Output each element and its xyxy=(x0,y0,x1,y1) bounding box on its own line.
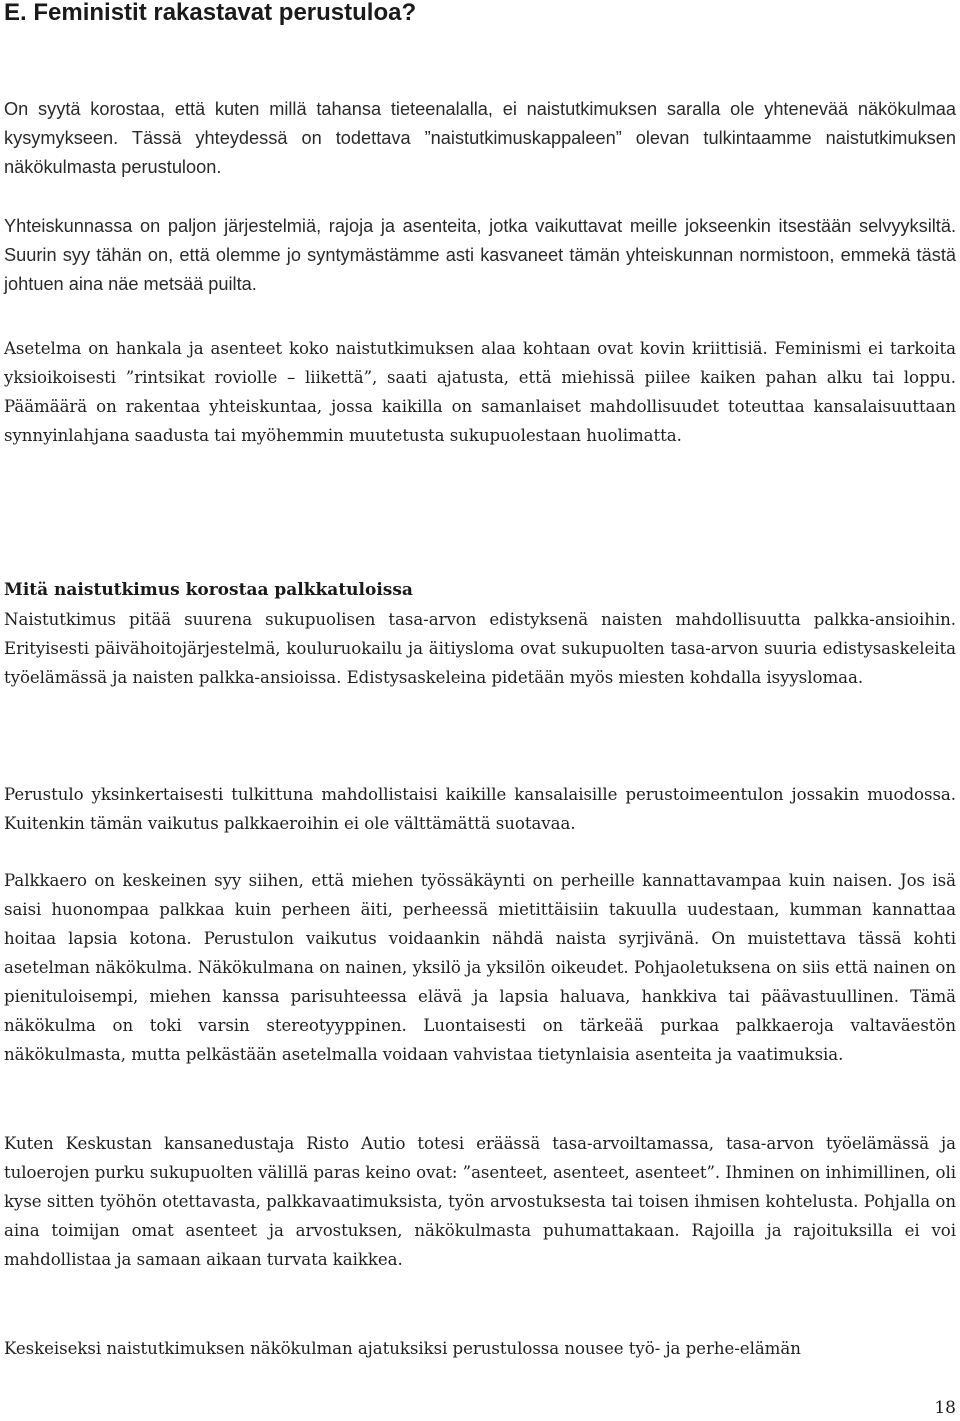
paragraph-text: Perustulo yksinkertaisesti tulkittuna mahdollistaisi kaikille kansalaisille perustoimeentulon jossakin muodossa. Kuitenkin tämän vaikutus palkkaeroihin ei ole välttämättä suotavaa. xyxy=(4,785,956,833)
body-paragraph-1 xyxy=(4,605,956,692)
paragraph-text: On syytä korostaa, että kuten millä tahansa tieteenalalla, ei naistutkimuksen saralla ole yhtenevää näkökulmaa kysymykseen. Tässä yhteydessä on todettava ”naistutkimuskappaleen” olevan tulkintaamme naistutkimuksen näkökulmasta perustuloon. xyxy=(4,99,956,177)
section-heading: E. Feministit rakastavat perustuloa? xyxy=(4,0,417,26)
body-paragraph-2 xyxy=(4,780,956,838)
intro-paragraph-3 xyxy=(4,334,956,450)
paragraph-text: Asetelma on hankala ja asenteet koko naistutkimuksen alaa kohtaan ovat kovin kriittisiä. Feminismi ei tarkoita yksioikoisesti ”rintsikat roviolle – liikettä”, saati ajatusta, että miehissä piilee kaiken pahan alku tai loppu. Päämäärä on rakentaa yhteiskuntaa, jossa kaikilla on samanlaiset mahdollisuudet toteuttaa kansalaisuuttaan synnyinlahjana saadusta tai myöhemmin muutetusta sukupuolestaan huolimatta. xyxy=(4,339,956,445)
paragraph-text: Kuten Keskustan kansanedustaja Risto Autio totesi eräässä tasa-arvoiltamassa, tasa-arvon työelämässä ja tuloerojen purku sukupuolten välillä paras keino ovat: ”asenteet, asenteet, asenteet”. Ihminen on inhimillinen, oli kyse sitten työhön otettavasta, palkkavaatimuksista, työn arvostuksesta tai toisen ihmisen kohtelusta. Pohjalla on aina toimijan omat asenteet ja arvostuksen, näkökulmasta puhumattakaan. Rajoilla ja rajoituksilla ei voi mahdollistaa ja samaan aikaan turvata kaikkea. xyxy=(4,1134,956,1269)
paragraph-text: Palkkaero on keskeinen syy siihen, että miehen työssäkäynti on perheille kannattavampaa kuin naisen. Jos isä saisi huonompaa palkkaa kuin perheen äiti, perheessä mietittäisiin takuulla uudestaan, kumman kannattaa hoitaa lapsia kotona. Perustulon vaikutus voidaankin nähdä naista syrjivänä. On muistettava tässä kohti asetelman näkökulma. Näkökulmana on nainen, yksilö ja yksilön oikeudet. Pohjaoletuksena on siis että nainen on pienituloisempi, miehen kanssa parisuhteessa elävä ja lapsia haluava, hankkiva tai päävastuullinen. Tämä näkökulma on toki varsin stereotyyppinen. Luontaisesti on tärkeää purkaa palkkaeroja valtaväestön näkökulmasta, mutta pelkästään asetelmalla voidaan vahvistaa tietynlaisia asenteita ja vaatimuksia. xyxy=(4,871,956,1064)
paragraph-text: Keskeiseksi naistutkimuksen näkökulman ajatuksiksi perustulossa nousee työ- ja perhe-elämän xyxy=(4,1339,801,1358)
subsection-heading: Mitä naistutkimus korostaa palkkatuloissa xyxy=(4,580,413,600)
page-number: 18 xyxy=(934,1398,956,1418)
body-paragraph-3 xyxy=(4,866,956,1069)
intro-paragraph-1 xyxy=(4,95,956,182)
body-paragraph-5 xyxy=(4,1334,956,1363)
paragraph-text: Yhteiskunnassa on paljon järjestelmiä, rajoja ja asenteita, jotka vaikuttavat meille jokseenkin itsestään selvyyksiltä. Suurin syy tähän on, että olemme jo syntymästämme asti kasvaneet tämän yhteiskunnan normistoon, emmekä tästä johtuen aina näe metsää puilta. xyxy=(4,216,956,294)
paragraph-text: Naistutkimus pitää suurena sukupuolisen tasa-arvon edistyksenä naisten mahdollisuutta palkka-ansioihin. Erityisesti päivähoitojärjestelmä, kouluruokailu ja äitiysloma ovat sukupuolten tasa-arvon suuria edistysaskeleita työelämässä ja naisten palkka-ansioissa. Edistysaskeleina pidetään myös miesten kohdalla isyyslomaa. xyxy=(4,610,956,687)
body-paragraph-4 xyxy=(4,1129,956,1274)
intro-paragraph-2 xyxy=(4,212,956,299)
